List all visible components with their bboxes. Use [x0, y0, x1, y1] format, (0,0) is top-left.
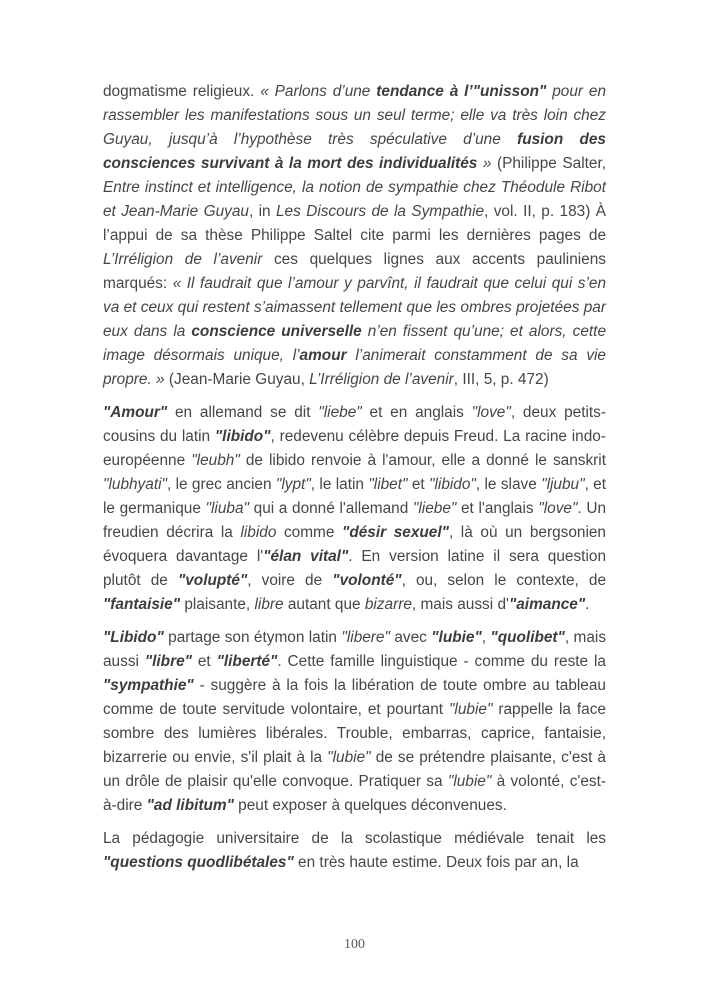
text-run: ces quelques lignes aux accents pauliniens marqués:: [103, 251, 606, 292]
text-run: et en anglais: [361, 404, 472, 421]
text-run: n’en fissent qu’une; et alors, cette image désormais unique, l’: [103, 323, 607, 364]
text-run: "lubie": [448, 701, 493, 718]
text-run: , et le germanique: [103, 476, 607, 517]
text-run: en très haute estime. Deux fois par an, la: [293, 854, 579, 871]
text-run: , III, 5, p. 472): [453, 371, 549, 388]
text-run: "questions quodlibétales": [103, 854, 294, 871]
text-run: . En version latine il sera question plutôt de: [103, 548, 607, 589]
text-run: . Cette famille linguistique - comme du reste la: [277, 653, 606, 670]
text-run: et: [407, 476, 430, 493]
text-run: . Un freudien décrira la: [103, 500, 607, 541]
text-run: pour en rassembler les manifestations sous un seul terme; elle va très loin chez Guyau, jusqu’à l’hypothèse très spéculative d’une: [103, 83, 607, 148]
page-number: 100: [344, 937, 365, 952]
text-run: "libido": [429, 476, 476, 493]
text-run: Les Discours de la Sympathie: [276, 203, 485, 220]
text-run: ,: [481, 629, 491, 646]
text-run: "ljubu": [541, 476, 585, 493]
text-run: , mais aussi: [103, 629, 607, 670]
text-run: "lubie": [447, 773, 492, 790]
text-run: "lypt": [275, 476, 311, 493]
text-run: fusion des consciences survivant à la mort des individualités: [103, 131, 606, 172]
text-run: »: [477, 155, 492, 172]
text-run: partage son étymon latin: [163, 629, 342, 646]
text-run: La pédagogie universitaire de la scolastique médiévale tenait les: [103, 830, 606, 847]
text-run: , voire de: [247, 572, 333, 589]
text-run: rappelle la face sombre des lumières libérales. Trouble, embarras, caprice, fantaisie, bizarrerie ou envie, s'il plait à la: [103, 701, 606, 766]
text-run: Entre instinct et intelligence, la notion de sympathie chez Théodule Ribot et Jean-Marie Guyau: [103, 179, 606, 220]
text-run: "libere": [341, 629, 390, 646]
text-run: "liberté": [216, 653, 278, 670]
text-run: "liebe": [318, 404, 362, 421]
text-run: "volonté": [332, 572, 402, 589]
text-run: , in: [248, 203, 276, 220]
text-run: - suggère à la fois la libération de toute ombre au tableau comme de toute servitude volontaire, et pourtant: [103, 677, 606, 718]
text-run: "libido": [214, 428, 271, 445]
text-run: conscience universelle: [191, 323, 362, 340]
text-run: , le latin: [310, 476, 369, 493]
text-run: "aimance": [508, 596, 586, 613]
text-run: libido: [240, 524, 277, 541]
text-run: en allemand se dit: [167, 404, 319, 421]
text-run: "libre": [144, 653, 192, 670]
text-run: "quolibet": [490, 629, 565, 646]
text-run: "lubie": [327, 749, 371, 766]
text-run: "ad libitum": [146, 797, 234, 814]
text-run: "Amour": [103, 404, 168, 421]
text-run: et: [191, 653, 217, 670]
text-run: de se prétendre plaisante, c'est à un drôle de plaisir qu'elle convoque. Pratiquer sa: [103, 749, 606, 790]
text-run: "volupté": [177, 572, 248, 589]
text-run: , le grec ancien: [166, 476, 276, 493]
text-run: bizarre: [364, 596, 412, 613]
text-run: et l'anglais: [456, 500, 539, 517]
paragraph-guyau-quote: [103, 80, 606, 392]
text-run: "fantaisie": [103, 596, 181, 613]
text-run: qui a donné l'allemand: [249, 500, 413, 517]
text-run: (Jean-Marie Guyau,: [164, 371, 310, 388]
text-run: "love": [538, 500, 578, 517]
text-run: , deux petits-cousins du latin: [103, 404, 606, 445]
text-run: amour: [299, 347, 347, 364]
text-run: à volonté, c'est-à-dire: [103, 773, 606, 814]
text-run: "élan vital": [263, 548, 349, 565]
text-run: , ou, selon le contexte, de: [401, 572, 607, 589]
text-run: "liebe": [412, 500, 457, 517]
text-run: , là où un bergsonien évoquera davantage l': [103, 524, 606, 565]
text-run: autant que: [283, 596, 365, 613]
text-run: de libido renvoie à l'amour, elle a donné le sanskrit: [239, 452, 606, 469]
text-run: l’animerait constamment de sa vie propre. »: [103, 347, 606, 388]
text-run: "libet": [368, 476, 408, 493]
paragraph-libido-family: [103, 626, 606, 818]
text-run: , redevenu célèbre depuis Freud. La racine indo-européenne: [103, 428, 606, 469]
text-run: "lubhyati": [103, 476, 167, 493]
text-run: "lubie": [431, 629, 482, 646]
text-block: [103, 80, 606, 884]
text-run: (Philippe Salter,: [491, 155, 606, 172]
text-run: dogmatisme religieux.: [103, 83, 261, 100]
text-run: avec: [389, 629, 432, 646]
text-run: « Parlons d’une: [260, 83, 377, 100]
text-run: "Libido": [103, 629, 164, 646]
text-run: plaisante,: [180, 596, 255, 613]
text-run: L’Irréligion de l’avenir: [103, 251, 263, 268]
paragraph-quodlibetales: [103, 827, 606, 875]
text-run: L’Irréligion de l’avenir: [309, 371, 454, 388]
text-run: tendance à l’"unisson": [376, 83, 547, 100]
text-run: "liuba": [205, 500, 249, 517]
paragraph-amour-etymology: [103, 401, 606, 617]
text-run: "sympathie": [103, 677, 194, 694]
text-run: peut exposer à quelques déconvenues.: [233, 797, 507, 814]
text-run: comme: [276, 524, 343, 541]
text-run: libre: [254, 596, 284, 613]
text-run: .: [585, 596, 590, 613]
text-run: , mais aussi d': [411, 596, 509, 613]
text-run: "désir sexuel": [342, 524, 449, 541]
text-run: « Il faudrait que l’amour y parvînt, il faudrait que celui qui s’en va et ceux qui restent s’aimassent tellement que les ombres projetées par eux dans la: [103, 275, 607, 340]
text-run: "love": [471, 404, 511, 421]
text-run: "leubh": [191, 452, 240, 469]
text-run: , le slave: [475, 476, 542, 493]
text-run: , vol. II, p. 183) À l’appui de sa thèse Philippe Saltel cite parmi les dernières pages de: [103, 203, 606, 244]
